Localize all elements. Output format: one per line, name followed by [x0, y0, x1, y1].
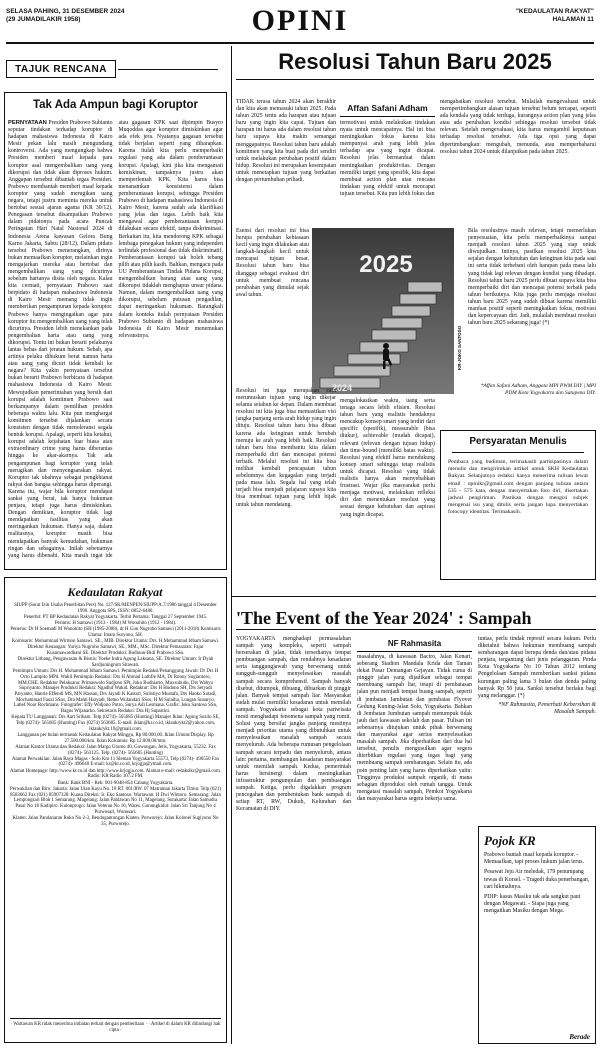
article-column-1: TIDAK terasa tahun 2024 akan berakhir dan kita akan memasuki tahun 2025. Pada tahun 2025 tentu ada harapan atau tujuan baru yang ingin kita capai. Tujuan dan harapan ini harus ada dalam resolusi tahun baru supaya kita makin semangat menggapainya. Resolusi tahun baru adalah komitmen yang kita buat pada diri sendiri untuk melakukan perubahan positif dalam hidup. Resolusi ini merupakan kesempatan untuk menetapkan tujuan yang berkaitan dengan pertumbuhan pribadi.	[236, 99, 336, 184]
guidelines-rule	[452, 452, 584, 453]
imprint-line: Kepala TU Langganan: Drs Aart Sriham. Telp (0274)- 565685 (Hunting) Manajer Iklan: Agung Susilo SE, Telp (0274)- 565685 (Hunting) Fax (0274) 563685. E-mail: iklan@kr.co.id, iklankrykt2@yahoo.com, iklankrykt.19@gmail.com.	[11, 715, 220, 732]
article-column-3: mengabaikan resolusi tersebut. Mulailah mengevaluasi untuk mempertimbangkan alasan tujuan tersebut belum tercapai, seperti ada kendala yang tidak terduga, kurangnya action plan yang jelas atau ada perubahan kondisi sehingga resolusi tersebut tidak relevan. Setelah mengevaluasi, kita harus mengambil keputusan terhadap resolusi tersebut. Ada tiga opsi yang dapat dipertimbangkan: mengubah, menunda, atau memperbaharui resolusi tahun 2024 untuk dilanjutkan pada tahun 2025.	[440, 99, 596, 155]
photo-credit: KR-JOKO SANTOSO	[457, 325, 462, 370]
imprint-footer: · Wartawan KR tidak menerima imbalan terkait dengan pemberitaan · · Artikel di dalam KR dilindungi hak cipta ·	[10, 1018, 221, 1034]
imprint-line: Perwakilan dan Biro: Jakarta: Jalan Utan Kayu No. 18 RT. 001/RW. 07 Matraman Jakarta Timur. Telp (021) 8583662 Fax (021) 85907328. Kuasa Direksi: Ir. Eko Santoso. Wartawan: H Dwi Wintoro. Semarang: Jalan Lempongsari Blok 1 Semarang. Magelang: Jalan Pahlawan No 11, Magelang. Surakarta: Jalan Samudra Pasai No 18 Kadipiro. Kulonprogo: Jalan Veteran No 16, Wates. Gunungkidul: Jalan Sri Tanjung No 4 Purwosari, Wonosari.	[10, 786, 221, 815]
second-column-2: masalahnya, di kawasan Baciro, Jalan Kenari, seberang Stadion Mandala Krida dan Taman dekat Pasar Demangan Gejayan. Tidak cuma di pinggir jalan yang dijadikan sebagai tempat membuang sampah liar, tetapi di pembatasan jalan pun menjadi tempat buang sampah, seperti di jembatan Jambutan dan pembatas Flyover Gedung Kuning-Jalan Solo, Yogyakarta. Bahkan di Jembatan Jumbutan sampah menumpuk tidak jauh dari kawasan sekolah dan pasar. Tulisan ini sebenarnya ditujukan untuk pihak berwenang dan masyarakat agar serius menyelesaikan masalah sampah. Jika diperhatikan dari dua hal tersebut, penulis mengusulkan agar segera diterbitkan regulasi yang tegas bagi yang membuang sampah sembarangan. Selain itu, ada poin penting lain yang harus diperhatikan yaitu: Tingginya produksi sampah organik, di mana sebagian diproduksi oleh rumah tangga. Untuk mengatasi masalah sampah, Pemkot Yogyakarta dan masyarakat harus segera bekerja sama.	[357, 654, 472, 802]
imprint-line: Direktur Keuangan: Yuriya Nugroho Samawi, SE., MM., MSc. Direktur Pemasaran: Fajar Kusumawardhani SE. Direktur Produksi: Budiono-Bidi Prabowo SSn.	[27, 645, 204, 657]
pojok-signature: Berade	[569, 1033, 590, 1041]
year-2024-text: 2024	[331, 383, 353, 393]
tajuk-text: Presiden Prabowo Subianto seputar tindakan terhadap koruptor di hadapan mahasiswa Indonesia di Kairo Mesir pekan lalu masih mengundang kontroversi. Ada yang mengungkap bahwa Presiden memberi maaf kepada para koruptor asal mengembalikan uang yang dikorupsi dan tidak akan diproses hukum. Anggapan tersebut dibantah tegas Presiden. Prabowo membantah memberi maaf kepada koruptor yang sudah merugikan uang negara, tetapi justru meminta mereka untuk bertobat sesuai ajaran agama (KR 30/12). Penegasan tersebut disampaikan Prabowo dalam pidatonya pada acara Puncak Peringatan Hari Natal Nasional 2024 di Indonesia Arena kawasan Gelora Bung Karno Jakarta, Sabtu (28/12). Dalam pidato tersebut Prabowo menerangkan, dirinya bukan memaafkan koruptor, melainkan ingin mengajarkan mereka atau bertobat dan mengembalikan uang yang dicurinya sebelum hartanya disita oleh negara. Kalau kita cermati, pernyataan Prabowo saat berpidato di hadapan mahasiswa Indonesia di Kairo Mesir memang tidak ingin memberikan pengampunan kepada koruptor. Prabowo hanya mengingatkan agar para koruptor itu mengembalikan uang yang telah dicurinya. Presiden lebih menekankan pada pengembalian harta atau uang yang dikorupsi. Tentu ini bukan berarti pelakunya lantas bebas dari jeratan hukum. Sebab, apa artinya pelaku dihukum berat namun harta atau uang yang dicuri tidak kembali ke negara? Kita yakin pernyataan tersebut bukan berarti Prabowo berbicara di hadapan mahasiswa Indonesia di Kairo Mesir. Mewujudkan pemerintahan yang bersih dari korupsi adalah komitmen Prabowo saat berkampanye dalam pemilihan presiden beberapa waktu lalu. Kita pun menghargai komitmen tersebut dijalankan secara konsisten dengan tidak menoleransi segala bentuk korupsi. Apalagi, seperti kita ketahui, korupsi adalah kejahatan luar biasa atau extraordinary crime yang harus diberantas hingga ke akar-akarnya. Tak ada pengampunan bagi koruptor yang telah merugikan dan menyengsarakan rakyat. Koruptor tak ubahnya sebagai pengkhianat rakyat dan bangsa sehingga harus diperangi. Karena itu, wajar bila koruptor mendapat sanksi yang berat, tak hanya hukuman penjara, tetapi juga harus dimiskinkan. Dengan demikian, koruptor tidak lagi mendapatkan fasilitas yang akan meringankan hukuman. Hanya saja, dalam realitasnya, koruptor masih bisa mendapatkan banyak kemudahan, hukuman ringan dan sebagainya. Inilah sebenarnya yang harus dibenahi. Kita masih ingat ide atau gagasan KPK saat dipimpin Busyro Muqoddas agar koruptor dimiskinkan agar ada efek jera. Nyatanya gagasan tersebut tidak berjalan seperti yang diharapkan. Karena itulah kita perlu memperbaiki regulasi yang ada dalam pemberantasan korupsi. Apalagi, kini jika kita mengamati kemiskinan, tampaknya justru akan memperlemah KPK. Kita harus bisa menanamkan konsistensi dalam pemberantasan korupsi, sehingga Presiden Prabowo di hadapan mahasiswa Indonesia di Kairo Mesir, karena sudah ada klarifikasi yang jelas dan tegas. Lebih baik kita mengawal agar pemberantasan korupsi dilakukan secara efektif, tanpa diskriminasi. Berkaitan itu, kita mendorong KPK sebagai lembaga penegakan hukum yang independen terlindak profesional dan tidak diskriminatif. Pemberantasan korupsi tak boleh tebang pilih atau pilih kasih. Bahkan, mengacu pada UU Pemberantasan Tindak Pidana Korupsi, mengembalikan barang atau uang yang dikorupsi tidaklah menghapus unsur pidana. Namun, dalam mengembalikan uang yang dikorupsi, sebelum putusan pengadilan, dapat meringankan hukuman. Barangkali dalam konteks itulah pernyataan Presiden Prabowo Subianto di hadapan mahasiswa Indonesia di Kairo Mesir menemukan relevansinya.	[8, 120, 223, 559]
pojok-title: Pojok KR	[484, 833, 536, 848]
second-column-3	[478, 636, 596, 822]
tajuk-rule	[118, 69, 218, 70]
pojok-body	[484, 852, 590, 919]
imprint-credits	[10, 603, 221, 828]
section-title: OPINI	[251, 4, 349, 37]
page-number: HALAMAN 11	[552, 16, 594, 23]
article-column-3b: Bila resolusinya masih relevan, tetapi memerlukan penyesuaian, kita perlu memperbaikinya sampai menjadi resolusi tahun 2025 yang siap untuk diwujudkan. Intinya, pastikan resolusi 2025 kita sejalan dengan kebutuhan dan keinginan kita pada saat ini serta tidak terbebani oleh harapan pada masa lalu yang tidak lagi relevan dengan kondisi yang dihadapi. Resolusi tahun baru 2025 perlu dibuat supaya kita bisa memperbaiki diri dan mencapai potensi terbaik pada tahun berikutnya. Kita juga perlu menjaga resolusi tahun baru 2025 yang sudah dibuat karena memiliki manfaat positif seperti meningkatkan fokus, motivasi dan kepercayaan diri. Jadi, mulailah membuat resolusi tahun baru 2025 sekarang juga! (*)	[468, 228, 596, 327]
section-separator	[232, 596, 596, 597]
second-bio: *NF Rahmasita, Pemerhati Kebersihan & Masalah Sampah.	[498, 701, 596, 715]
tajuk-body	[8, 120, 223, 566]
tajuk-label: TAJUK RENCANA	[6, 60, 116, 78]
date-line: SELASA PAHING, 31 DESEMBER 2024	[6, 8, 125, 15]
imprint-line: Penerus: Dr H Soemadi M Wonohito (SH (1985-2008), dr H Gun Nugroho Samawi (2011-2018) Komisaris Utama: Imam Suryono, SH.	[10, 627, 221, 639]
imprint-line: Pemimpin Umum: Drs H. Mohammad Idham Samawi. Pemimpin Redaksi/Penanggung Jawab: Dr Drs H Octo Lampito MPd. Wakil Pemimpin Redaksi: Drs H Ahmad Luthfie MA, Dr Ronny Sugiantoro, MM,CHE. Redaktur Pelaksana: Primaswolo Sudjono SPt, Joko Budhiarto, Muxsubudu, Drs Wahyu Supriyanto. Manajer Produksi Redaksi: Ngadiuf Wakid. Redaktur: Drs H Hudono SH, Drs Setyadi Paryanto, Hanrie Effendi MS, MN Hassan, Drs Jayadi K Kastari, Sulistiyo Mustafa, Drs Haoko Sutadi, Mochammad Fauzi SSos, Dra Mahti Haryadi, Retno Wulandari SSos, H M Sulaiha, Lungan Sunaryo, Latief Noor Rochmans. Fotografer: Effy Widjono Putro, Surya Adi Lesmana. Grafis: Joko Santoso SSn, Bagus Wijanarko. Sekretaris Redaksi: Dra Hj Supartini.	[12, 669, 219, 715]
author-bio: *Affan Safani Adham, Anggota MPI PWM DIY | MPI PDM Kota Yogyakarta dan Satupena DIY.	[480, 383, 596, 396]
paper-block	[516, 8, 594, 24]
article-title: Resolusi Tahun Baru 2025	[278, 49, 552, 74]
imprint-line: Langganan per bulan termasuk Kedaulatan Rakyat Minggu, Rp 80.000,00. Iklan Umum/Display. Rp 27.500.000/km. Iklan Kolumnis: Rp 12.000,00/mm.	[17, 732, 214, 744]
article-column-1c: Resolusi ini juga merupakan cara merumuskan tujuan yang ingin dikejar selama setahun ke depan. Dalam membuat resolusi ini kita juga bisa memastikan visi jangka panjang serta arah hidup yang ingin dituju. Resolusi tahun baru bisa dibuat karena ada keinginan untuk berubah menuju ke arah yang lebih baik. Resolusi tahun baru bisa membantu kita dalam memperbaiki diri dan mencapai potensi terbaik. Melalui resolusi ini kita bisa melihat kembali pencapaian tahun sebelumnya dan kegagalan yang terjadi pada masa lalu. Segala hal yang telah terjadi bisa menjadi pelajaran supaya kita bisa membuat tujuan yang lebih bijak untuk tahun mendatang.	[236, 388, 336, 508]
imprint-line: Alamat Perwakilan: Jalan Raya Magas - Solo Km 11 Sleman Yogyakarta 55573, Telp (0274)- 496550 Fax (0274)- 496640 E-mail: kr@kr.co.id, krjogja@ymail.com.	[11, 756, 220, 768]
imprint-line: Direktur Litbang, Pengawasan & Bisnis: Yoeke Indra Agung Laksana, SE. Direktur Umum: Ir Dyah Sardjuningrum Sitawati.	[17, 657, 214, 669]
article-column-1b: Esensi dari resolusi ini bisa berupa perubahan kebiasaan kecil yang ingin dilakukan atau langkah-langkah kecil untuk mencapai tujuan besar. Resolusi tahun baru bisa dianggap sebagai evaluasi diri untuk membuat rencana perubahan yang dimulai sejak awal tahun.	[236, 228, 309, 298]
tajuk-lead: PERNYATAAN	[8, 120, 47, 126]
second-column-1-text: YOGYAKARTA menghadapi permasalahan sampah yang kompleks, seperti sampah berserakan di jalan, tidak tersedianya tempat pembuangan sampah, dan rendahnya kesadaran serta tanggungjawab yang berwenang untuk sungguh-sungguh menyelesaikan masalah sampah secara komprehensif. Sampah banyak disebut, ditumpuk, dibuang, dibiarkan di pinggir jalan. Banyak tempat sampah liar. Masyarakat sudah mulai memiliki kesadaran untuk memilah sampah. Yogyakarta sebagai kota pariwisata mesti menghadapi fenomena sampah yang rumit. Solusi yang bersifat jangka panjang mestinya menjadi prioritas utama yang dibutuhkan untuk menyelesaikan masalah sampah secara menyeluruh. Ada beberapa rumusan pengelolaan sampah secara terpadu dan menyeluruh, antara lain: pertama, membangun kesadaran masyarakat untuk memilah sampah. Kedua, pemerintah harus bersinergi dalam meningkatkan infrastruktur pengumpulan dan pembuangan sampah. Ketiga, perlu digalakkan program pencegahan dan pembentukan bank sampah di setiap RT, RW, Dukuh, Kelurahan dan Kecamatan di DIY.	[236, 636, 351, 813]
pojok-item: PDIP: kasus Masiku tak ada sangkut paut dengan Megawati. - Siapa juga yang mengaitkan Masiku dengan Mega.	[484, 894, 581, 915]
second-column-1	[236, 636, 351, 1044]
stairs-photo	[312, 228, 454, 394]
article-column-2b: mengalokasikan waktu, uang serta tenaga secara lebih efisien. Resolusi tahun baru yang realistis hendaknya mencakup konsep smart yang terdiri dari specific (spesifik), measurable (bisa diukur), achievable (mudah dicapai), relevant (relevan dengan tujuan hidup) dan time-bound (memiliki batas waktu). Resolusi yang efektif harus mendukung konsep smart sehingga tetap realistis untuk dicapai. Resolusi yang tidak realistis hanya akan menyebabkan frustrasi. Wajar jika masyarakat perlu menjaga motivasi, melakukan refleksi diri dan menentukan resolusi yang sesuai dengan kebutuhan dan aspirasi yang ingin dicapai.	[340, 398, 435, 518]
imprint-line: SIUPP (Surat Izin Usaha Penerbitan Pers) No. 127/SK/MENPEN/SIUPP/A.7/1986 tanggal 4 Desember 1990. Anggota SPS, ISSN: 0852-6486.	[14, 603, 217, 614]
imprint-line: Klaten: Jalan Pandanaran Ruko No 2-3, Bendogantungan Klaten. Purworejo: Jalan Kolonel Sugiyono No 35, Purworejo.	[12, 815, 219, 827]
imprint-line: Bank: Bank BNI - Rek: 001-9048-854 Cabang Yogyakarta.	[57, 780, 174, 786]
article-column-2: termotivasi untuk melakukan tindakan nyata untuk mencapainya. Hal ini bisa meningkatkan fokus karena kita mempunyai arah yang lebih jelas terhadap apa yang ingin dicapai. Resolusi jelas bermanfaat dalam meningkatkan produktivitas. Dengan memiliki target yang spesifik, kita dapat membuat action plan atau rencana tindakan yang efektif untuk mencapai tujuan tersebut. Kita pun lebih fokus dan	[340, 120, 435, 197]
article-author: Affan Safani Adham	[340, 99, 435, 117]
imprint-line: Penerbit: PT BP Kedaulatan Rakyat Yogyakarta. Terbit Pertama: Tanggal 27 September 1945.	[23, 614, 208, 620]
imprint-line: Alamat Homepage: http://www.kr.co.id dan http://www.krjogja.com. Alamat e-mail: redaksikr@gmail.com. Radio: KR Radio 107.2 FM.	[10, 768, 221, 780]
masthead	[6, 4, 594, 44]
pojok-item: Prabowo bantah maaf kepada koruptor. - Memaafkan, tapi proses hukum jalan terus.	[484, 852, 584, 866]
tajuk-title: Tak Ada Ampun bagi Koruptor	[32, 99, 199, 111]
imprint-line: Komisaris: Mohammad Wirmon Samawi, SE., MIB. Direktur Utama: Drs. H.Mohammad Idham Samawi.	[11, 639, 220, 645]
year-2025-text: 2025	[359, 251, 413, 278]
second-article-title: 'The Event of the Year 2024' : Sampah	[236, 608, 532, 628]
guidelines-title: Persyaratan Menulis	[469, 436, 567, 447]
imprint-line: Perintis: H Samawi (1913 - 1984) M Wonohito (1912 - 1984).	[54, 621, 177, 627]
pojok-item: Pesawat Jeju Air meledak, 179 penumpang tewas di Korsel. - Tragedi duka penerbangan, cari hikmahnya.	[484, 869, 590, 890]
imprint-line: Alamat Kantor Utama dan Redaksi: Jalan Margo Utomo 40, Gowongan, Jetis, Yogyakarta, 55232. Fax (0274)- 563125. Telp. (0274)- 565685 (Hunting)	[15, 744, 216, 756]
paper-name: "KEDAULATAN RAKYAT"	[515, 8, 594, 15]
guidelines-body: Pembaca yang budiman, terimakasih partisipasinya dalam menulis dan mengirimkan artikel untuk SKH Kedaulatan Rakyat. Selanjutnya redaksi hanya menerima tulisan lewat email : opinikr@gmail.com dengan panjang tulisan antara 535 - 575 kata, dengan menyertakan foto diri, disertakan jadwal pengiriman. Pastikan dengan mengisi subjek mengenai isu yang ditulis serta jangan lupa menyertakan fotocopy identitas. Terimakasih.	[448, 459, 588, 516]
title-rule	[236, 79, 594, 80]
second-column-3-text: tuntas, perlu tindak represif secara hukum. Perlu diketahui bahwa hukuman membuang sampah sembarangan dapat berupa denda dan/atau pidana penjara, tergantung dari jenis pelanggaran. Perda Kota Yogyakarta No 10 Tahun 2012 tentang Pengelolaan Sampah memberikan sanksi pidana kurungan paling lama 3 bulan dan denda paling banyak Rp 50 juta. Sanksi tersebut berlaku bagi yang melanggar. (*)	[478, 636, 596, 699]
stairs-illustration	[312, 228, 454, 394]
column-divider	[231, 46, 232, 1044]
kr-logo: Kedaulatan Rakyat	[67, 585, 163, 599]
second-author: NF Rahmasita	[357, 636, 472, 652]
second-title-rule	[236, 629, 596, 630]
hijri-line: (29 JUMADILAKIR 1958)	[6, 16, 81, 23]
